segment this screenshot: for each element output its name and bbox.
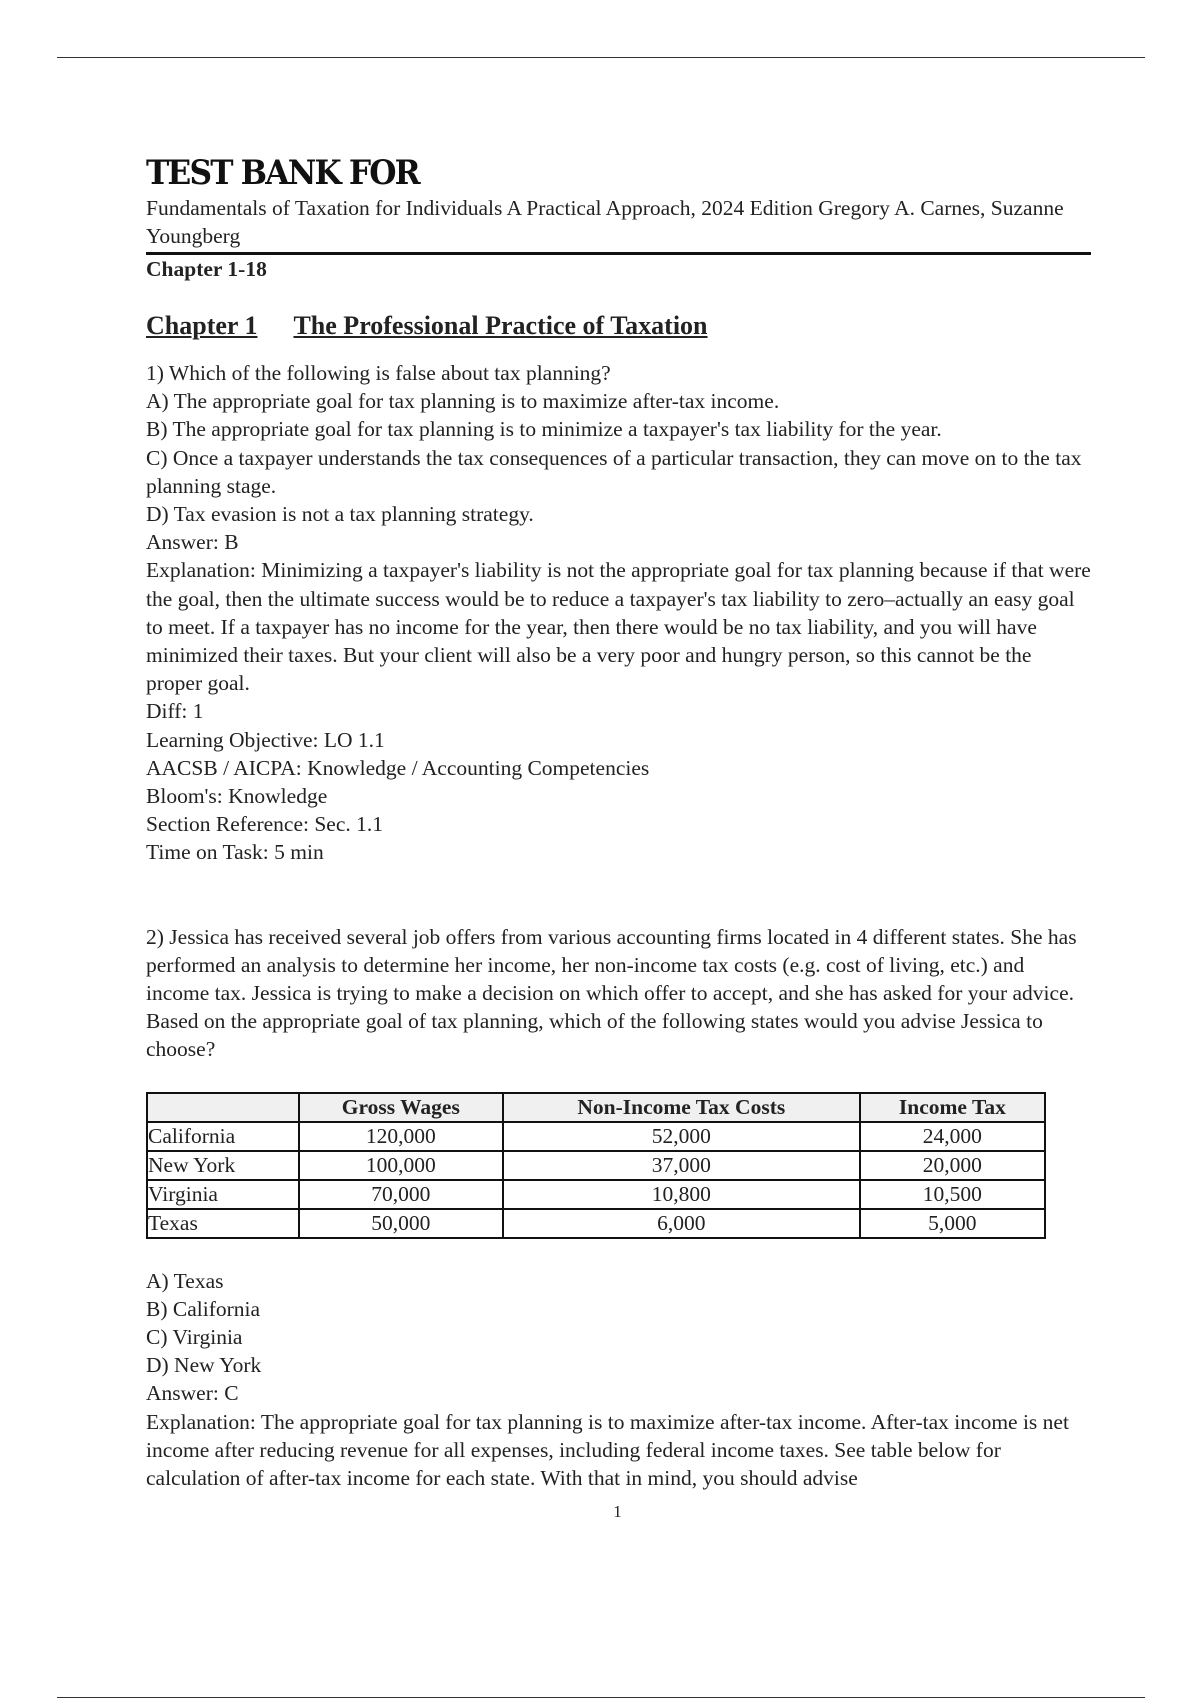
- chapter-heading: [146, 311, 1091, 341]
- question-line: Section Reference: Sec. 1.1: [146, 812, 384, 837]
- question-line: B) California: [146, 1296, 261, 1321]
- table-cell: 10,800: [503, 1180, 860, 1209]
- bottom-rule: [57, 1697, 1145, 1698]
- table-cell: 10,500: [860, 1180, 1045, 1209]
- chapter-title: The Professional Practice of Taxation: [293, 311, 708, 340]
- table-cell: 24,000: [860, 1122, 1045, 1151]
- question-line: Explanation: The appropriate goal for tax planning is to maximize after-tax income. After-tax income is net income after reducing revenue for all expenses, including federal income taxes. See table below for calculation of after-tax income for each state. With that in mind, you should advise: [146, 1409, 1069, 1491]
- question-line: Diff: 1: [146, 699, 204, 724]
- table-cell: 70,000: [299, 1180, 503, 1209]
- question-line: Time on Task: 5 min: [146, 840, 324, 865]
- table-cell: 6,000: [503, 1209, 860, 1238]
- table-cell: 52,000: [503, 1122, 860, 1151]
- book-subtitle: Fundamentals of Taxation for Individuals A Practical Approach, 2024 Edition Gregory A. Carnes, Suzanne Youngberg: [146, 196, 1064, 248]
- table-cell: 20,000: [860, 1151, 1045, 1180]
- question-line: Learning Objective: LO 1.1: [146, 727, 385, 752]
- page-content: [146, 152, 1091, 1492]
- question-1: [146, 359, 1091, 867]
- top-rule: [57, 57, 1145, 58]
- table-cell: 100,000: [299, 1151, 503, 1180]
- chapter-range: Chapter 1-18: [146, 252, 1091, 283]
- question-line: Answer: C: [146, 1381, 239, 1406]
- table-row: [147, 1122, 1045, 1151]
- question-line: D) Tax evasion is not a tax planning strategy.: [146, 502, 534, 527]
- question-line: D) New York: [146, 1353, 262, 1378]
- table-cell: 50,000: [299, 1209, 503, 1238]
- table-row: [147, 1151, 1045, 1180]
- table-cell: New York: [147, 1151, 299, 1180]
- question-line: Bloom's: Knowledge: [146, 784, 328, 809]
- question-line: C) Once a taxpayer understands the tax consequences of a particular transaction, they can move on to the tax planning stage.: [146, 445, 1082, 498]
- question-line: A) Texas: [146, 1268, 224, 1293]
- question-2-stem: 2) Jessica has received several job offers from various accounting firms located in 4 different states. She has performed an analysis to determine her income, her non-income tax costs (e.g. cost of living, etc.) and income tax. Jessica is trying to make a decision on which offer to accept, and she has asked for your advice. Based on the appropriate goal of tax planning, which of the following states would you advise Jessica to choose?: [146, 924, 1077, 1062]
- column-header: Non-Income Tax Costs: [503, 1093, 860, 1122]
- table-row: [147, 1209, 1045, 1238]
- question-2-options: [146, 1267, 1091, 1493]
- table-cell: California: [147, 1122, 299, 1151]
- question-line: Answer: B: [146, 530, 239, 555]
- table-cell: Virginia: [147, 1180, 299, 1209]
- table-cell: Texas: [147, 1209, 299, 1238]
- column-header: [147, 1093, 299, 1122]
- table-cell: 5,000: [860, 1209, 1045, 1238]
- page-number: 1: [613, 1502, 622, 1521]
- question-line: Explanation: Minimizing a taxpayer's liability is not the appropriate goal for tax planning because if that were the goal, then the ultimate success would be to reduce a taxpayer's tax liability to zero–actually an easy goal to meet. If a taxpayer has no income for the year, then there would be no tax liability, and you will have minimized their taxes. But your client will also be a very poor and hungry person, so this cannot be the proper goal.: [146, 558, 1091, 696]
- column-header: Income Tax: [860, 1093, 1045, 1122]
- question-line: B) The appropriate goal for tax planning is to minimize a taxpayer's tax liability for the year.: [146, 417, 942, 442]
- question-line: A) The appropriate goal for tax planning is to maximize after-tax income.: [146, 389, 780, 414]
- table-cell: 37,000: [503, 1151, 860, 1180]
- question-line: AACSB / AICPA: Knowledge / Accounting Competencies: [146, 755, 650, 780]
- state-comparison-table: [146, 1092, 1046, 1239]
- column-header: Gross Wages: [299, 1093, 503, 1122]
- test-bank-title: TEST BANK FOR: [146, 153, 419, 193]
- table-row: [147, 1180, 1045, 1209]
- chapter-number: Chapter 1: [146, 311, 258, 340]
- question-line: 1) Which of the following is false about tax planning?: [146, 361, 611, 385]
- question-line: C) Virginia: [146, 1325, 243, 1350]
- table-cell: 120,000: [299, 1122, 503, 1151]
